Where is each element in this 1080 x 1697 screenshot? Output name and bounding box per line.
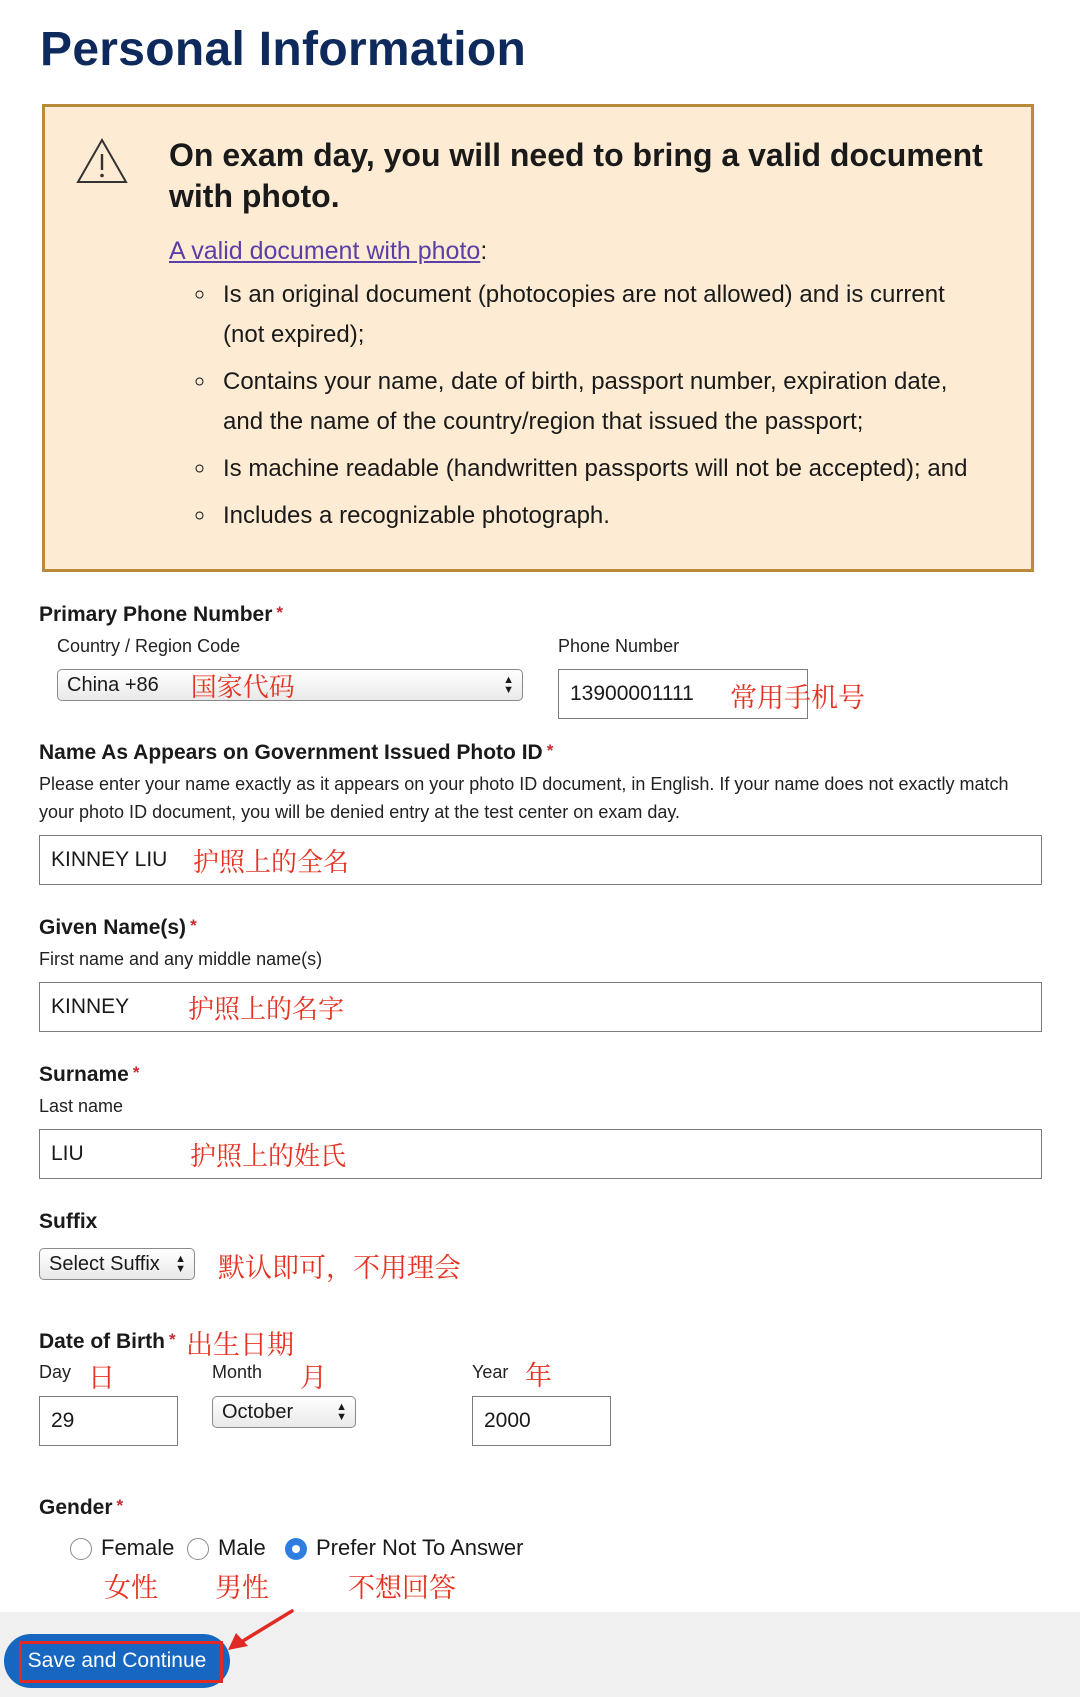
gender-male-label[interactable]: Male [218, 1535, 266, 1560]
requirements-list [195, 275, 985, 543]
day-input[interactable] [39, 1396, 178, 1446]
gender-male-hint: 男性 [215, 1573, 269, 1604]
given-name-label: Given Name(s) * [39, 916, 197, 939]
day-hint: 日 [88, 1363, 115, 1394]
year-hint: 年 [525, 1361, 552, 1392]
select-arrows-icon: ▲ ▼ [175, 1253, 186, 1275]
surname-hint: 护照上的姓氏 [190, 1141, 347, 1172]
valid-document-link[interactable]: A valid document with photo [169, 237, 481, 265]
phone-number-label: Phone Number [558, 636, 680, 656]
gender-prefer-not-label[interactable]: Prefer Not To Answer [316, 1535, 524, 1560]
full-name-value: KINNEY LIU [51, 848, 168, 871]
country-code-hint: 国家代码 [190, 672, 295, 703]
photo-id-notice [42, 104, 1034, 572]
link-suffix: : [480, 237, 488, 265]
warning-triangle-icon [75, 137, 129, 185]
year-value: 2000 [484, 1409, 531, 1432]
given-name-input[interactable] [39, 982, 1042, 1032]
required-mark: * [169, 1330, 176, 1349]
save-and-continue-button[interactable]: Save and Continue [4, 1634, 230, 1688]
month-select[interactable] [212, 1396, 356, 1428]
dob-hint: 出生日期 [186, 1330, 294, 1361]
gender-female-hint: 女性 [104, 1573, 158, 1604]
list-item: ◦ Is machine readable (handwritten passports will not be accepted); and [217, 449, 985, 489]
full-name-input[interactable] [39, 835, 1042, 885]
phone-number-value: 13900001111 [570, 682, 694, 705]
day-label: Day [39, 1362, 72, 1382]
required-mark: * [190, 916, 197, 935]
phone-label: Primary Phone Number * [39, 603, 284, 626]
list-item: ◦ Includes a recognizable photograph. [217, 496, 985, 536]
month-hint: 月 [300, 1363, 327, 1394]
surname-value: LIU [51, 1142, 84, 1165]
gender-female-label[interactable]: Female [101, 1535, 175, 1560]
gender-label: Gender * [39, 1496, 124, 1519]
notice-link-line [169, 237, 487, 266]
gender-male-radio[interactable] [187, 1538, 209, 1560]
country-code-label: Country / Region Code [57, 636, 241, 656]
year-label: Year [472, 1362, 509, 1382]
full-name-label: Name As Appears on Government Issued Photo ID * [39, 741, 554, 764]
select-arrows-icon: ▲ ▼ [336, 1401, 347, 1423]
given-name-help: First name and any middle name(s) [39, 949, 323, 969]
full-name-hint: 护照上的全名 [193, 847, 350, 878]
required-mark: * [132, 1063, 140, 1082]
required-mark: * [276, 603, 284, 622]
day-value: 29 [51, 1409, 75, 1432]
suffix-hint: 默认即可，不用理会 [218, 1253, 461, 1284]
required-mark: * [546, 741, 554, 760]
gender-prefer-not-radio[interactable] [285, 1538, 307, 1560]
annotation-arrow-icon [224, 1608, 294, 1654]
country-code-value: China +86 [67, 673, 159, 696]
surname-label: Surname * [39, 1063, 140, 1086]
given-name-hint: 护照上的名字 [188, 994, 345, 1025]
gender-female-radio[interactable] [70, 1538, 92, 1560]
month-value: October [222, 1400, 294, 1423]
list-item: ◦ Contains your name, date of birth, passport number, expiration date, and the name of the country/region that issued the passport; [217, 362, 985, 442]
required-mark: * [116, 1496, 124, 1515]
notice-heading: On exam day, you will need to bring a valid document with photo. [169, 137, 983, 214]
suffix-select[interactable] [39, 1248, 195, 1280]
phone-number-hint: 常用手机号 [730, 683, 865, 714]
suffix-value: Select Suffix [49, 1252, 160, 1275]
country-code-select[interactable] [57, 669, 523, 701]
select-arrows-icon: ▲ ▼ [503, 674, 514, 696]
list-item: ◦ Is an original document (photocopies are not allowed) and is current (not expired); [217, 275, 985, 355]
gender-prefer-not-hint: 不想回答 [348, 1573, 456, 1604]
month-label: Month [212, 1362, 263, 1382]
full-name-help: Please enter your name exactly as it appears on your photo ID document, in English. If your name does not exactly match your photo ID document, you will be denied entry at the test center on exam day. [39, 774, 1009, 822]
page-title: Personal Information [40, 23, 527, 76]
surname-input[interactable] [39, 1129, 1042, 1179]
dob-label: Date of Birth * [39, 1330, 176, 1353]
given-name-value: KINNEY [51, 995, 130, 1018]
year-input[interactable] [472, 1396, 611, 1446]
suffix-label: Suffix [39, 1210, 98, 1233]
surname-help: Last name [39, 1096, 124, 1116]
